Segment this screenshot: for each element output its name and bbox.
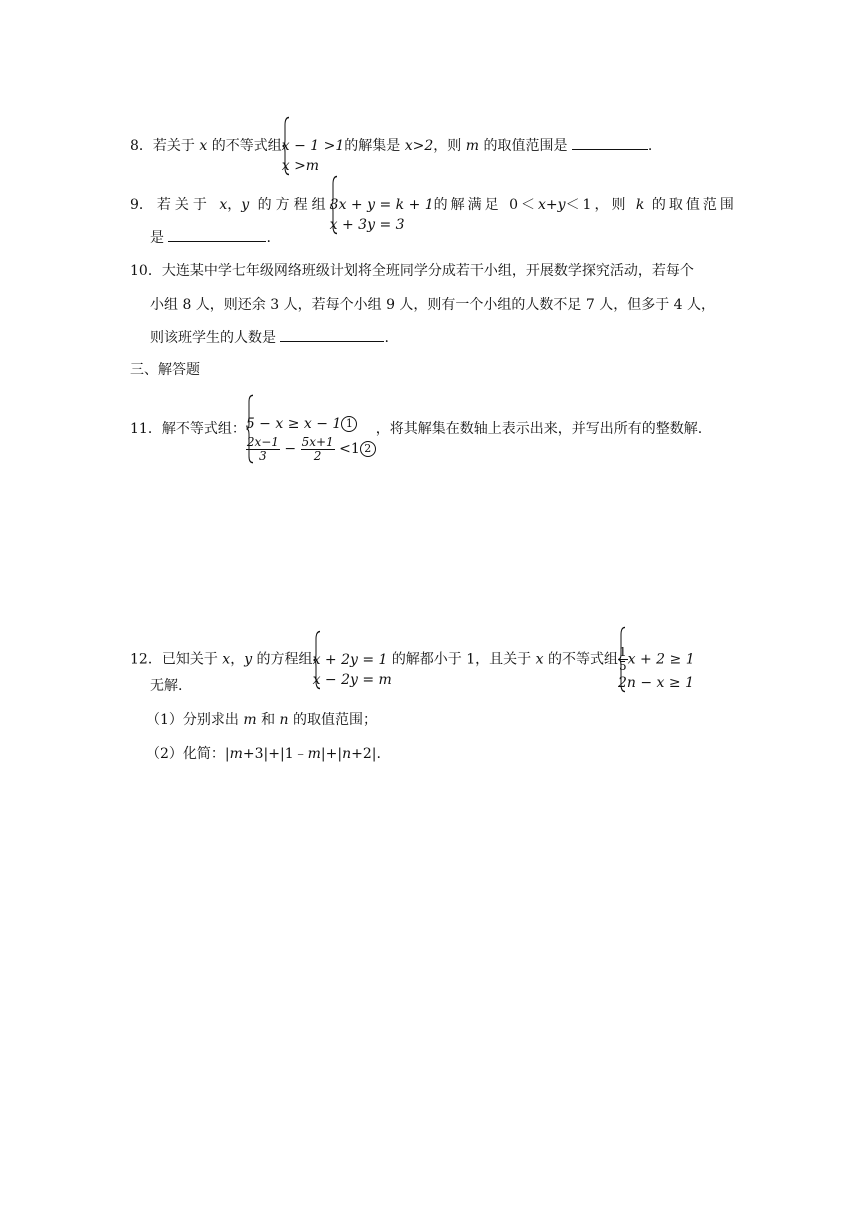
brace-icon [330,175,338,235]
question-8 [130,116,652,176]
q8-text-3: 的解集是 [344,138,405,154]
q12-system-row-1: x + 2y = 1 [312,651,388,668]
q8-var-x: x [199,138,208,154]
brace-icon [282,116,290,176]
q10-end: . [384,330,389,346]
q11-system-row-2 [246,434,376,464]
section-heading: 三、解答题 [130,362,200,378]
q11-row1-expr: 5 − x ≥ x − 1 [245,416,342,432]
brace-icon [246,394,254,464]
q12-p2-text-d: +2|. [351,746,381,762]
q12-p1-text-a: （1）分别求出 [146,712,244,728]
brace-icon [618,626,626,693]
q12-p2-text-b: +3|+|1﹣ [242,746,308,762]
q12-p2-var-m: m [229,746,243,762]
q8-system-row-2: x >m [281,158,320,174]
q10-line-1: ．大连某中学七年级网络班级计划将全班同学分成若干小组，开展数学探究活动，若每个 [147,263,694,279]
q8-end: . [647,138,653,154]
q9-number: 9 [130,197,139,213]
q8-var-m: m [465,138,479,154]
q12-text-1: ．已知关于 [147,651,223,668]
q12-p1-var-m: m [243,712,257,728]
q9-equation-system [330,175,434,235]
q9-var-k: k [635,197,645,213]
q12-fraction-numerator: 1 [618,645,627,659]
question-9-line-2 [150,227,271,247]
q9-end: . [266,230,271,246]
q9-text-3: 的解满足 0＜ [433,197,539,213]
q12-ineq-row-2: 2n − x ≥ 1 [617,675,694,691]
circled-two-icon: 2 [360,441,376,457]
q11-system-row-1 [246,414,376,434]
q9-var-x: x [219,197,228,213]
q9-text-5: 的取值范围 [644,197,737,213]
q11-lt: <1 [334,441,360,457]
q9-system-row-1: 3x + y = k + 1 [329,197,434,213]
q11-text-2: ，将其解集在数轴上表示出来，并写出所有的整数解. [375,421,703,437]
q8-answer-blank[interactable] [572,135,648,150]
q8-inequality-system [282,116,345,176]
q8-system-row-1: x − 1 >1 [281,138,345,154]
q12-p1-var-n: n [279,712,289,728]
q11-fraction-2 [301,436,335,463]
q11-fraction-1-numerator: 2x−1 [246,434,279,449]
q10-answer-blank[interactable] [280,327,384,342]
q12-sep: ， [230,651,245,668]
q10-line-3-text: 则该班学生的人数是 [150,330,281,346]
q8-text-1: ．若关于 [138,138,200,154]
q12-inequality-system [618,626,695,693]
q11-minus: − [279,441,301,457]
q12-text-2: 的方程组 [252,651,313,668]
circled-one-icon: 1 [341,416,357,432]
q12-equation-system [313,630,392,690]
q12-p2-text-c: |+| [320,746,343,762]
q12-row1-rest: x + 2 ≥ 1 [627,651,695,668]
q10-number: 10 [130,263,148,279]
q11-inequality-system [246,394,376,464]
q12-p2-text-a: （2）化简：| [146,746,230,762]
q9-text-4: ＜1，则 [565,197,636,213]
q11-text-1: ．解不等式组： [147,421,246,437]
q12-part-1 [146,711,377,729]
q9-condition: x+y [538,197,566,213]
q12-p1-text-b: 和 [256,712,280,728]
q8-text-4: ，则 [433,138,466,154]
q12-ineq-row-1 [618,646,695,673]
q12-number: 12 [130,651,148,668]
q12-system-row-2: x − 2y = m [312,671,392,688]
brace-icon [313,630,321,690]
q11-fraction-2-numerator: 5x+1 [301,434,334,449]
q12-p1-text-c: 的取值范围； [288,712,378,728]
question-9 [130,175,737,235]
q9-text-1: ．若关于 [138,197,220,213]
q12-var-x2: x [535,651,544,668]
q9-var-y: y [241,197,250,213]
q12-p2-var-n: n [342,746,352,762]
q9-sep: ， [227,197,242,213]
q11-fraction-2-denominator: 2 [313,448,322,463]
q8-condition: x>2 [404,138,434,154]
q12-var-y: y [244,651,253,668]
q9-text-2: 的方程组 [249,197,330,213]
question-11 [130,394,702,464]
q9-answer-blank[interactable] [168,227,266,242]
q12-text-4: 的不等式组 [543,651,618,668]
question-12-line-2: 无解. [150,678,183,694]
q9-system-row-2: x + 3y = 3 [329,217,405,233]
q11-number: 11 [130,421,148,437]
q11-fraction-1-denominator: 3 [259,448,267,463]
q12-fraction-denominator: 5 [618,659,627,673]
question-12 [130,626,695,693]
q12-p2-var-m2: m [307,746,321,762]
question-10-line-2: 小组 8 人，则还余 3 人，若每个小组 9 人，则有一个小组的人数不足 7 人，但多于 4 人， [150,297,716,313]
question-10 [130,262,694,280]
q8-number: 8 [130,138,139,154]
q9-line2-text: 是 [150,230,169,246]
q12-var-x: x [222,651,231,668]
q12-text-3: 的解都小于 1，且关于 [391,651,536,668]
q8-text-2: 的不等式组 [207,138,282,154]
q12-part-2 [146,745,381,763]
question-10-line-3 [150,327,389,347]
q8-text-5: 的取值范围是 [479,138,572,154]
